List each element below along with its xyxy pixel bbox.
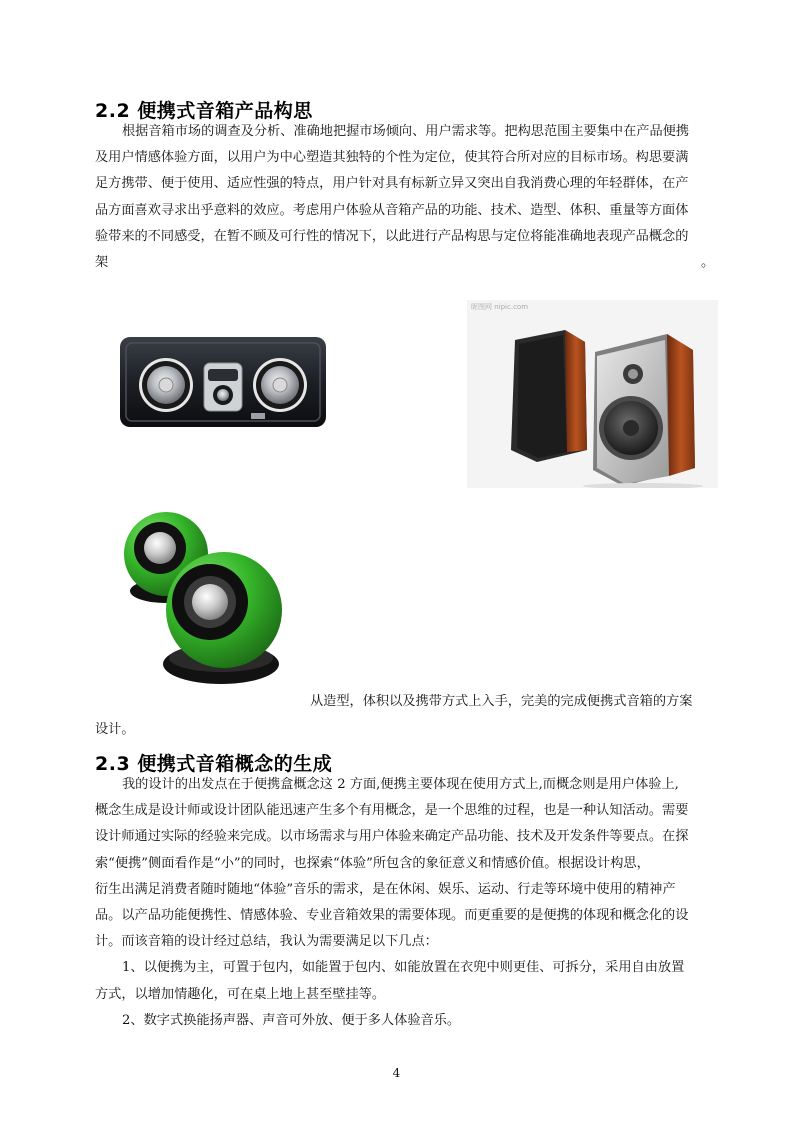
paragraph-line: 架: [95, 255, 109, 271]
section-2-3-heading: 2.3 便携式音箱概念的生成: [95, 753, 333, 775]
section-2-2-heading: 2.2 便携式音箱产品构思: [95, 100, 313, 122]
point-1-line-1: 1、以便携为主，可置于包内，如能置于包内、如能放置在衣兜中则更佳、可拆分，采用自由放置: [122, 960, 685, 976]
paragraph-line: 品方面喜欢寻求出乎意料的效应。考虑用户体验从音箱产品的功能、技术、造型、体积、重量等方面体: [95, 202, 689, 218]
paragraph-last-line: [95, 250, 717, 276]
green-ball-speakers-image: [118, 506, 308, 691]
section-2-2-paragraph: [95, 119, 717, 276]
paragraph-line: 索“便携”侧面看作是“小”的同时，也探索“体验”所包含的象征意义和情感价值。根据设计构思，: [95, 855, 650, 871]
watermark: 昵图网 nipic.com: [471, 303, 529, 311]
paragraph-line: 我的设计的出发点在于便携盒概念这 2 方面,便携主要体现在使用方式上,而概念则是用户体验上,: [122, 777, 679, 792]
page-number: 4: [392, 1066, 401, 1080]
image-caption-line-1: 从造型，体积以及携带方式上入手，完美的完成便携式音箱的方案: [310, 694, 693, 709]
center-speaker-image: [118, 333, 328, 431]
bookshelf-speakers-image: [467, 300, 718, 488]
paragraph-line: 衍生出满足消费者随时随地“体验”音乐的需求，是在休闲、娱乐、运动、行走等环境中使用的精神产: [95, 881, 676, 897]
point-2-line-1: 2、数字式换能扬声器、声音可外放、便于多人体验音乐。: [122, 1012, 461, 1028]
paragraph-line: 设计师通过实际的经验来完成。以市场需求与用户体验来确定产品功能、技术及开发条件等要点。在探: [95, 829, 689, 845]
image-caption-line-2: 设计。: [95, 722, 135, 737]
paragraph-line: 品。以产品功能便携性、情感体验、专业音箱效果的需要体现。而更重要的是便携的体现和概念化的设: [95, 908, 689, 924]
paragraph-line: 验带来的不同感受，在暂不顾及可行性的情况下，以此进行产品构思与定位将能准确地表现产品概念的: [95, 228, 689, 244]
paragraph-line: 根据音箱市场的调查及分析、准确地把握市场倾向、用户需求等。把构思范围主要集中在产品便携: [122, 124, 690, 139]
trailing-period: 。: [701, 255, 715, 271]
paragraph-line: 足方携带、便于使用、适应性强的特点，用户针对具有标新立异又突出自我消费心理的年轻群体，在产: [95, 176, 689, 192]
bookshelf-speakers-illustration: [467, 300, 718, 488]
center-speaker-illustration: [118, 333, 328, 431]
point-1-line-2: 方式，以增加情趣化，可在桌上地上甚至壁挂等。: [95, 986, 386, 1002]
green-ball-speakers-illustration: [118, 506, 308, 691]
paragraph-line: 概念生成是设计师或设计团队能迅速产生多个有用概念，是一个思维的过程，也是一种认知活动。需要: [95, 803, 689, 819]
paragraph-line: 及用户情感体验方面，以用户为中心塑造其独特的个性为定位，使其符合所对应的目标市场。构思要满: [95, 150, 689, 166]
paragraph-line: 计。而该音箱的设计经过总结，我认为需要满足以下几点：: [95, 934, 438, 950]
section-2-3-paragraph: [95, 772, 717, 1034]
